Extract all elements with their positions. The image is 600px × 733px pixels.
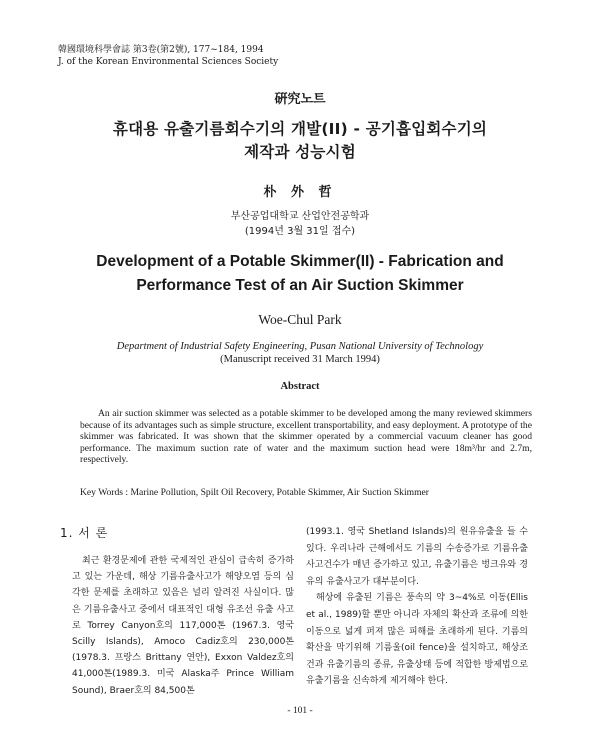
english-title-line2: Performance Test of an Air Suction Skimmer bbox=[136, 277, 464, 294]
korean-title-line1: 휴대용 유출기름회수기의 개발(II) - 공기흡입회수기의 bbox=[112, 120, 488, 138]
korean-author: 朴 外 哲 bbox=[263, 185, 337, 200]
section-tag: 硏究노트 bbox=[274, 92, 326, 107]
keywords: Key Words : Marine Pollution, Spilt Oil Recovery, Potable Skimmer, Air Suction Skimmer bbox=[80, 487, 429, 498]
english-affiliation bbox=[50, 340, 550, 366]
korean-affiliation bbox=[0, 209, 600, 239]
english-title-line1: Development of a Potable Skimmer(II) - Fabrication and bbox=[96, 253, 504, 270]
korean-title bbox=[60, 118, 540, 164]
body-paragraph: 해상에 유출된 기름은 풍속의 약 3~4%로 이동(Ellis et al., 1989)할 뿐만 아니라 자체의 확산과 조류에 의한 이동으로 넓게 퍼져 많은 피해를 초래하게 된다. 기름의 확산을 막기위해 기름울(oil fence)을 설치하고, 해상조건과 유출기름의 종류, 유출상태 등에 적합한 방제법으로 유출기름을 신속하게 제거해야 한다. bbox=[306, 593, 528, 687]
section-heading: 1. 서 론 bbox=[60, 526, 109, 540]
journal-citation-korean: 韓國環境科學會誌 第3卷(第2號), 177~184, 1994 bbox=[58, 45, 264, 55]
left-column bbox=[60, 524, 294, 699]
abstract-body: An air suction skimmer was selected as a potable skimmer to be developed among the many reviewed skimmers because of its advantages such as simple structure, excellent transportability, and easy deployment. A prototype of the skimmer was fabricated. It was shown that the skimmer operated by a commercial vacuum cleaner has good performance. The maximum suction rate of water and the maximum suction head were 18m³/hr and 2.7m, respectively. bbox=[80, 408, 532, 466]
english-author: Woe-Chul Park bbox=[258, 312, 342, 327]
abstract-heading: Abstract bbox=[280, 381, 320, 392]
korean-affiliation-dept: 부산공업대학교 산업안전공학과 bbox=[230, 211, 370, 222]
journal-citation-english: J. of the Korean Environmental Sciences Society bbox=[58, 57, 279, 67]
english-received-date: (Manuscript received 31 March 1994) bbox=[220, 354, 380, 365]
body-paragraph: 최근 환경문제에 관한 국제적인 관심이 급속히 증가하고 있는 가운데, 해상 기름유출사고가 해양오염 등의 심각한 문제를 초래하고 있음은 널리 알려진 사실이다. 많은 기름유출사고 중에서 대표적인 대형 유조선 유출 사고로 Torrey Canyon호의 117,000톤 (1967.3. 영국 Scilly Islands), Amoco Cadiz호의 230,000톤(1978.3. 프랑스 Brittany 연안), Exxon Valdez호의 41,000톤(1989.3. 미국 Alaska주 Prince William Sound), Braer호의 84,500톤 bbox=[72, 556, 294, 696]
page-number: - 101 - bbox=[287, 706, 313, 716]
english-affiliation-dept: Department of Industrial Safety Engineering, Pusan National University of Technology bbox=[116, 341, 484, 352]
korean-title-line2: 제작과 성능시험 bbox=[244, 143, 356, 161]
body-paragraph: (1993.1. 영국 Shetland Islands)의 원유유출을 들 수 있다. 우리나라 근해에서도 기름의 수송증가로 기름유출 사고건수가 매년 증가하고 있고, 유출기름은 벙크유와 경유의 유출사고가 대부분이다. bbox=[306, 527, 528, 587]
korean-received-date: (1994년 3월 31일 접수) bbox=[244, 226, 356, 237]
english-title bbox=[60, 250, 540, 298]
right-column bbox=[306, 524, 528, 690]
journal-citation bbox=[58, 44, 278, 68]
